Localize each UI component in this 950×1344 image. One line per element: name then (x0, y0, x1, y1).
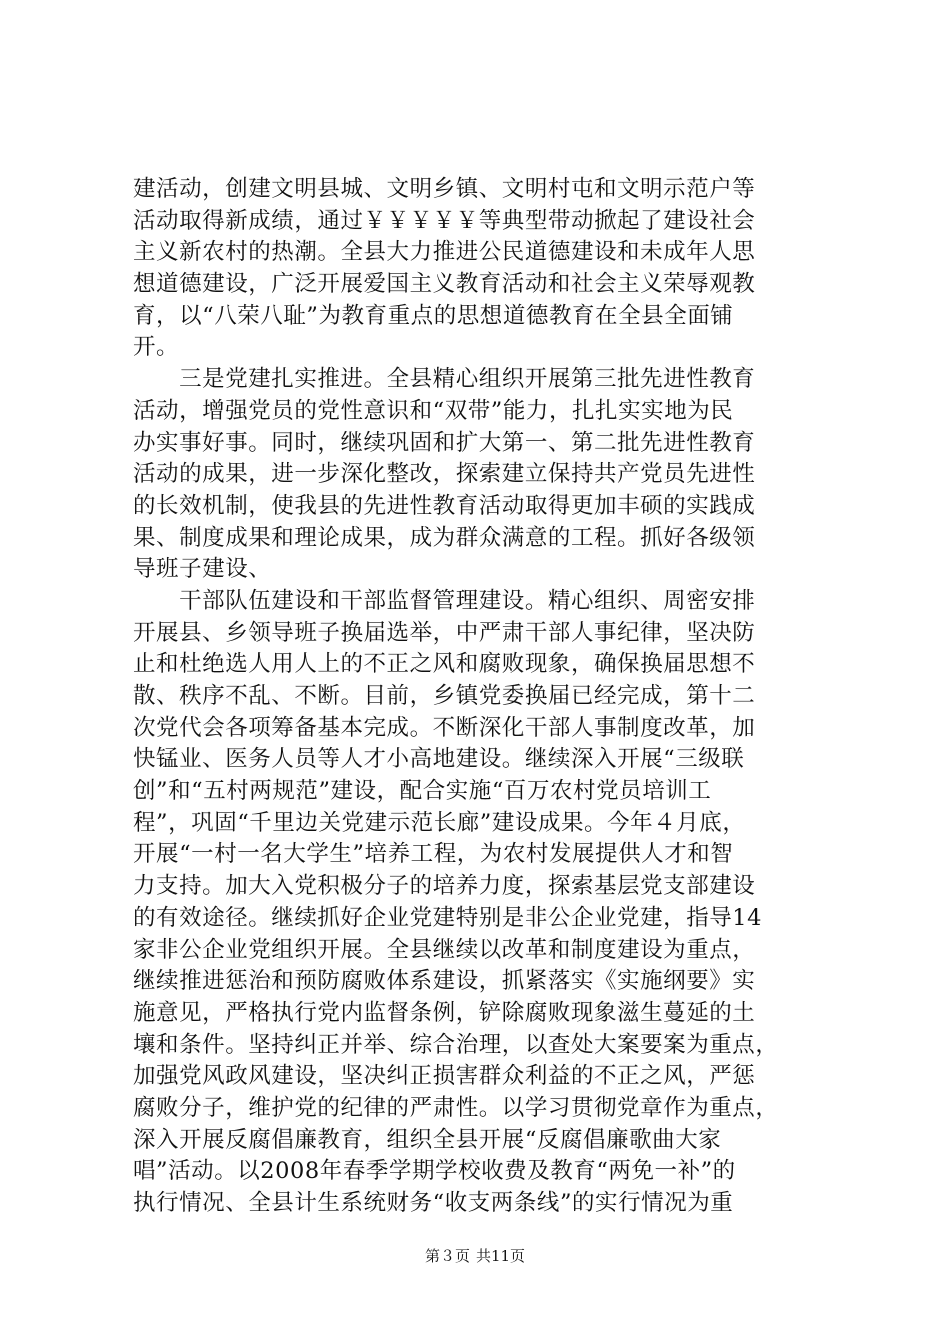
text-line: 开。 (133, 334, 180, 361)
text-line: 腐败分子，维护党的纪律的严肃性。以学习贯彻党章作为重点， (133, 1094, 779, 1121)
text-line: 执行情况、全县计生系统财务“收支两条线”的实行情况为重 (133, 1190, 734, 1216)
document-body (133, 174, 829, 1220)
text-line: 程”，巩固“千里边关党建示范长廊”建设成果。今年４月底， (133, 809, 746, 836)
text-line: 的有效途径。继续抓好企业党建特别是非公企业党建，指导14 (133, 904, 763, 931)
text-line: 开展“一村一名大学生”培养工程，为农村发展提供人才和智 (133, 841, 734, 868)
text-line: 壤和条件。坚持纠正并举、综合治理，以查处大案要案为重点， (133, 1031, 779, 1058)
text-line: 创”和“五村两规范”建设，配合实施“百万农村党员培训工 (133, 778, 712, 805)
text-line: 活动的成果，进一步深化整改，探索建立保持共产党员先进性 (133, 461, 756, 488)
text-line: 家非公企业党组织开展。全县继续以改革和制度建设为重点， (133, 936, 756, 963)
text-line: 活动取得新成绩，通过￥￥￥￥￥等典型带动掀起了建设社会 (133, 207, 756, 234)
text-line: 力支持。加大入党积极分子的培养力度，探索基层党支部建设 (133, 873, 756, 900)
text-line: 导班子建设、 (133, 556, 272, 583)
text-line: 止和杜绝选人用人上的不正之风和腐败现象，确保换届思想不 (133, 651, 756, 678)
text-line: 想道德建设，广泛开展爱国主义教育活动和社会主义荣辱观教 (133, 271, 756, 298)
page-number: 第３页 (424, 1247, 470, 1265)
page-total: 共11页 (475, 1247, 526, 1265)
text-line: 加强党风政风建设，坚决纠正损害群众利益的不正之风，严惩 (133, 1063, 756, 1090)
text-line: 唱”活动。以2008年春季学期学校收费及教育“两免一补”的 (133, 1158, 736, 1185)
text-line: 深入开展反腐倡廉教育，组织全县开展“反腐倡廉歌曲大家 (133, 1126, 722, 1153)
text-line: 办实事好事。同时，继续巩固和扩大第一、第二批先进性教育 (133, 429, 756, 456)
text-line: 建活动，创建文明县城、文明乡镇、文明村屯和文明示范户等 (133, 176, 756, 202)
text-line: 继续推进惩治和预防腐败体系建设，抓紧落实《实施纲要》实 (133, 968, 756, 995)
text-line: 育，以“八荣八耻”为教育重点的思想道德教育在全县全面铺 (133, 302, 734, 329)
text-line: 果、制度成果和理论成果，成为群众满意的工程。抓好各级领 (133, 524, 756, 551)
text-line: 活动，增强党员的党性意识和“双带”能力，扎扎实实地为民 (133, 397, 734, 424)
page-footer (0, 1246, 950, 1266)
text-line: 施意见，严格执行党内监督条例，铲除腐败现象滋生蔓延的土 (133, 999, 756, 1026)
text-line: 散、秩序不乱、不断。目前，乡镇党委换届已经完成，第十二 (133, 683, 756, 709)
text-line: 主义新农村的热潮。全县大力推进公民道德建设和未成年人思 (133, 239, 756, 266)
text-line: 干部队伍建设和干部监督管理建设。精心组织、周密安排 (133, 587, 756, 614)
text-line: 的长效机制，使我县的先进性教育活动取得更加丰硕的实践成 (133, 492, 756, 519)
text-line: 三是党建扎实推进。全县精心组织开展第三批先进性教育 (133, 366, 756, 393)
text-line: 开展县、乡领导班子换届选举，中严肃干部人事纪律，坚决防 (133, 619, 756, 646)
text-line: 快锰业、医务人员等人才小高地建设。继续深入开展“三级联 (133, 746, 745, 773)
text-line: 次党代会各项筹备基本完成。不断深化干部人事制度改革，加 (133, 714, 756, 741)
